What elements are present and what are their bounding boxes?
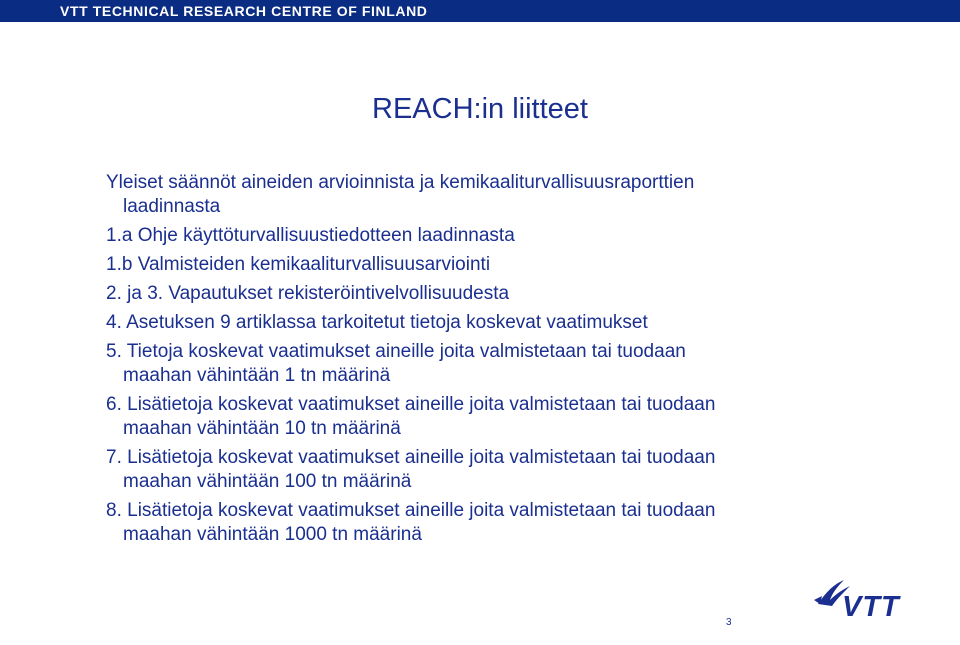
- logo-wordmark: VTT: [842, 591, 900, 620]
- vtt-logo: [812, 578, 914, 620]
- list-item-text: 8. Lisätietoja koskevat vaatimukset aineille joita valmistetaan tai tuodaan: [106, 500, 716, 521]
- page-number: 3: [726, 617, 732, 628]
- list-item-text: 5. Tietoja koskevat vaatimukset aineille joita valmistetaan tai tuodaan: [106, 341, 686, 362]
- annex-list: [106, 171, 846, 552]
- header-bar: [0, 0, 960, 22]
- list-item: [106, 171, 846, 219]
- list-item-text: 2. ja 3. Vapautukset rekisteröintivelvollisuudesta: [106, 283, 510, 304]
- slide-title: REACH:in liitteet: [372, 93, 588, 125]
- list-item-text: Yleiset säännöt aineiden arvioinnista ja kemikaaliturvallisuusraporttien: [106, 172, 695, 193]
- list-item: [106, 282, 846, 306]
- list-item: [106, 499, 846, 547]
- list-item: [106, 253, 846, 277]
- list-item-continuation: maahan vähintään 100 tn määrinä: [123, 471, 412, 492]
- list-item: [106, 311, 846, 335]
- list-item-continuation: laadinnasta: [123, 196, 221, 217]
- list-item-continuation: maahan vähintään 1 tn määrinä: [123, 365, 391, 386]
- list-item-text: 1.b Valmisteiden kemikaaliturvallisuusarviointi: [106, 254, 491, 275]
- list-item: [106, 224, 846, 248]
- list-item: [106, 393, 846, 441]
- list-item-text: 4. Asetuksen 9 artiklassa tarkoitetut tietoja koskevat vaatimukset: [106, 312, 648, 333]
- list-item: [106, 340, 846, 388]
- list-item-text: 7. Lisätietoja koskevat vaatimukset aineille joita valmistetaan tai tuodaan: [106, 447, 716, 468]
- list-item-continuation: maahan vähintään 1000 tn määrinä: [123, 524, 422, 545]
- list-item-continuation: maahan vähintään 10 tn määrinä: [123, 418, 401, 439]
- list-item: [106, 446, 846, 494]
- list-item-text: 6. Lisätietoja koskevat vaatimukset aineille joita valmistetaan tai tuodaan: [106, 394, 716, 415]
- header-org-name: VTT TECHNICAL RESEARCH CENTRE OF FINLAND: [60, 3, 428, 19]
- list-item-text: 1.a Ohje käyttöturvallisuustiedotteen laadinnasta: [106, 225, 515, 246]
